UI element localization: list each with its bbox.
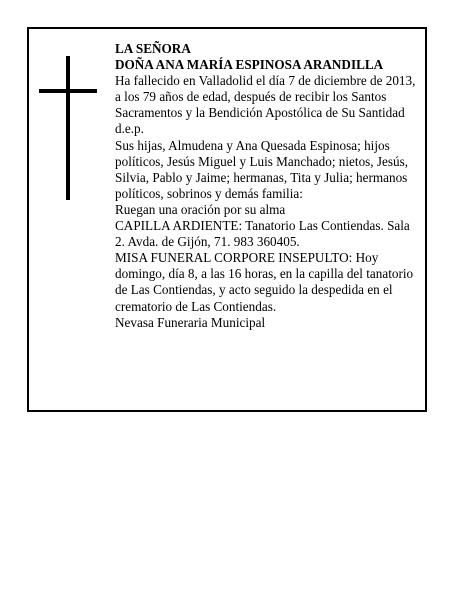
deceased-name: DOÑA ANA MARÍA ESPINOSA ARANDILLA: [115, 57, 384, 73]
obituary-notice: [27, 27, 427, 412]
cross-horizontal-bar: [39, 89, 97, 93]
cross-icon: [39, 56, 97, 200]
chapel-info: CAPILLA ARDIENTE: Tanatorio Las Contiendas. Sala 2. Avda. de Gijón, 71. 983 360405.: [115, 218, 410, 250]
notice-text-block: [115, 41, 421, 331]
cross-vertical-bar: [66, 56, 70, 200]
family-list: Sus hijas, Almudena y Ana Quesada Espinosa; hijos políticos, Jesús Miguel y Luis Manchado; nietos, Jesús, Silvia, Pablo y Jaime; hermanas, Tita y Julia; hermanos políticos, sobrinos y demás familia:: [115, 137, 409, 201]
notice-title: LA SEÑORA: [115, 41, 191, 56]
funeral-info: MISA FUNERAL CORPORE INSEPULTO: Hoy domingo, día 8, a las 16 horas, en la capilla del tanatorio de Las Contiendas, y acto seguido la despedida en el crematorio de Las Contiendas.: [115, 250, 414, 314]
prayer-request: Ruegan una oración por su alma: [115, 201, 286, 217]
funeral-home: Nevasa Funeraria Municipal: [115, 314, 266, 330]
rip-text: d.e.p.: [115, 121, 144, 137]
death-statement: Ha fallecido en Valladolid el día 7 de diciembre de 2013, a los 79 años de edad, después de recibir los Santos Sacramentos y la Bendición Apostólica de Su Santidad: [115, 73, 416, 121]
